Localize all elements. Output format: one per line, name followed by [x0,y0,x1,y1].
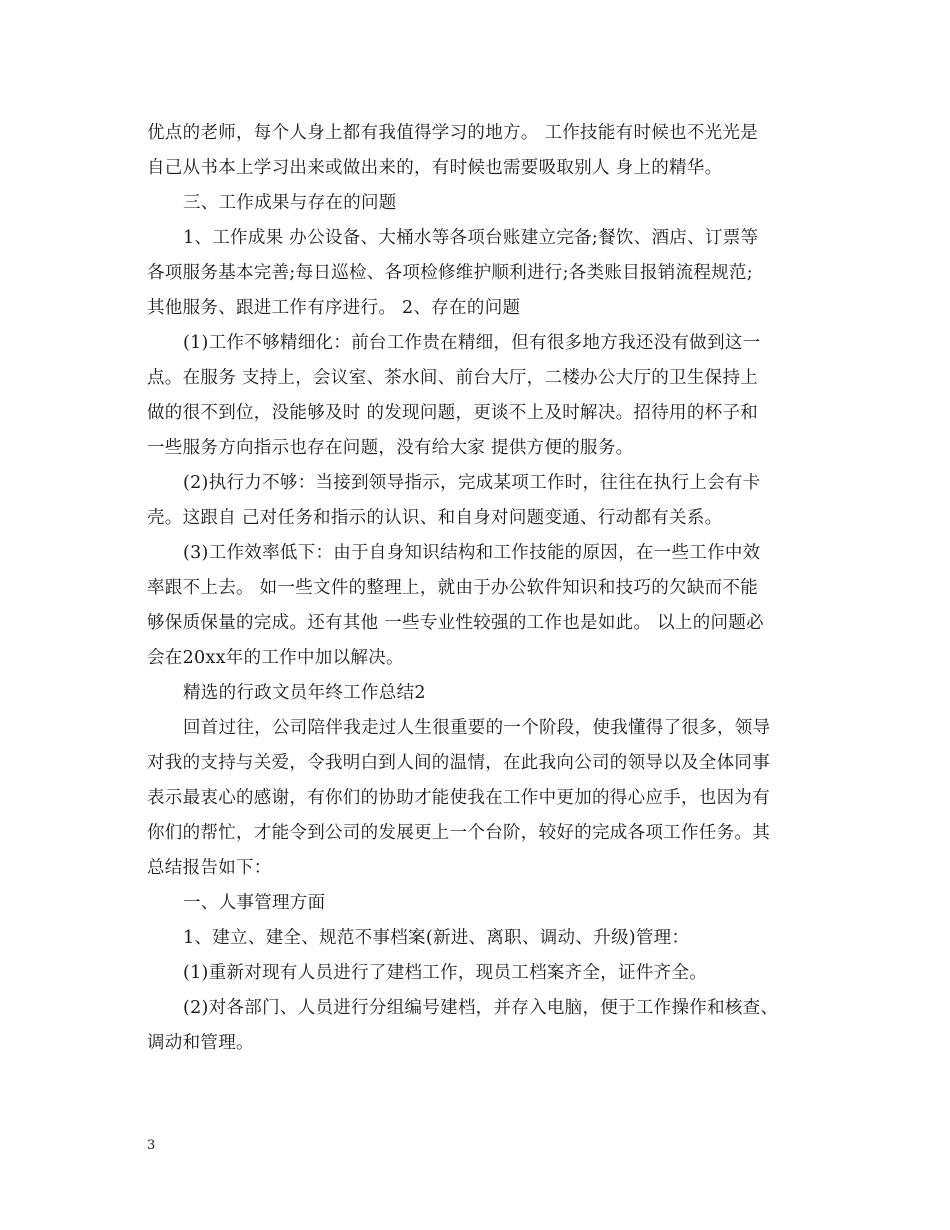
text-line: 点。在服务 支持上，会议室、茶水间、前台大厅，二楼办公大厅的卫生保持上 [147,368,759,388]
paragraph [147,221,807,326]
text-line: 表示最衷心的感谢，有你们的协助才能使我在工作中更加的得心应手，也因为有 [147,788,770,808]
text-line: 精选的行政文员年终工作总结2 [183,683,426,703]
text-line: (2)对各部门、人员进行分组编号建档，并存入电脑，便于工作操作和核查、 [183,998,779,1018]
text-line: 1、建立、建全、规范不事档案(新进、离职、调动、升级)管理： [183,928,690,948]
text-line: 各项服务基本完善;每日巡检、各项检修维护顺利进行;各类账目报销流程规范; [147,263,753,283]
text-line: 三、工作成果与存在的问题 [183,193,397,213]
text-line: 自己从书本上学习出来或做出来的，有时候也需要吸取别人 身上的精华。 [147,158,723,178]
paragraph [147,186,807,221]
text-line: 对我的支持与关爱，令我明白到人间的温情，在此我向公司的领导以及全体同事 [147,753,770,773]
paragraph [147,956,807,991]
text-line: 优点的老师，每个人身上都有我值得学习的地方。 工作技能有时候也不光光是 [147,123,759,143]
text-line: 一、人事管理方面 [183,893,326,913]
text-line: 回首过往，公司陪伴我走过人生很重要的一个阶段，使我懂得了很多，领导 [183,718,771,738]
paragraph [147,326,807,466]
paragraph [147,991,807,1061]
paragraph [147,921,807,956]
text-line: 1、工作成果 办公设备、大桶水等各项台账建立完备;餐饮、酒店、订票等 [183,228,759,248]
paragraph [147,711,807,886]
text-line: 会在20xx年的工作中加以解决。 [147,648,404,668]
paragraph [147,886,807,921]
text-line: (1)工作不够精细化：前台工作贵在精细，但有很多地方我还没有做到这一 [183,333,761,353]
paragraph [147,116,807,186]
text-line: 壳。这跟自 己对任务和指示的认识、和自身对问题变通、行动都有关系。 [147,508,723,528]
page-number: 3 [147,1138,156,1153]
text-line: 其他服务、跟进工作有序进行。 2、存在的问题 [147,298,521,318]
text-line: 你们的帮忙，才能令到公司的发展更上一个台阶，较好的完成各项工作任务。其 [147,823,770,843]
document-body [147,116,807,1061]
text-line: 率跟不上去。 如一些文件的整理上，就由于办公软件知识和技巧的欠缺而不能 [147,578,759,598]
paragraph [147,536,807,676]
text-line: 一些服务方向指示也存在问题，没有给大家 提供方便的服务。 [147,438,634,458]
text-line: 够保质保量的完成。还有其他 一些专业性较强的工作也是如此。 以上的问题必 [147,613,764,633]
text-line: 调动和管理。 [147,1033,254,1053]
text-line: 总结报告如下： [147,858,272,878]
text-line: (3)工作效率低下：由于自身知识结构和工作技能的原因，在一些工作中效 [183,543,761,563]
text-line: 做的很不到位，没能够及时 的发现问题，更谈不上及时解决。招待用的杯子和 [147,403,759,423]
text-line: (1)重新对现有人员进行了建档工作，现员工档案齐全，证件齐全。 [183,963,708,983]
paragraph [147,676,807,711]
text-line: (2)执行力不够：当接到领导指示，完成某项工作时，往往在执行上会有卡 [183,473,761,493]
paragraph [147,466,807,536]
